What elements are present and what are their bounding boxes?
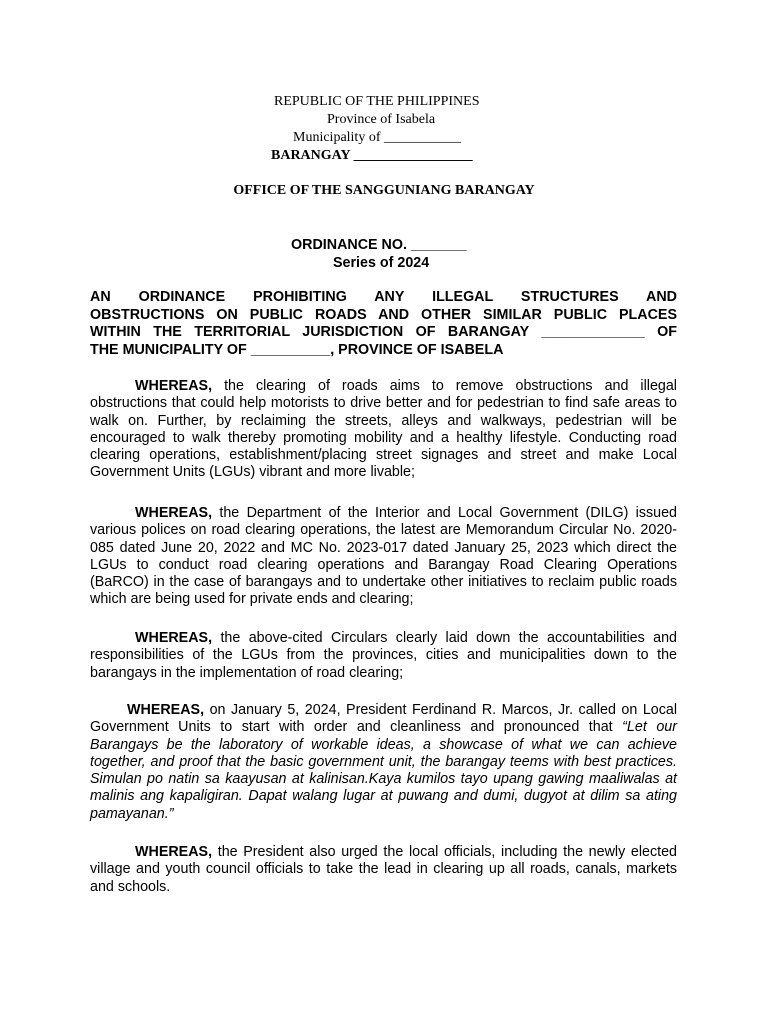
clause-text: the Department of the Interior and Local Government (DILG) issued various polices on road clearing operations, the latest are Memorandum Circular No. 2020-085 dated June 20, 2022 and MC No. 2023-017 dated January 25, 2023 which direct the LGUs to conduct road clearing operations and Barangay Road Clearing Operations (BaRCO) in the case of barangays and to undertake other initiatives to reclaim public roads which are being used for private ends and clearing; (90, 505, 677, 608)
barangay-line: BARANGAY _________________ (271, 148, 473, 163)
ordinance-series: Series of 2024 (333, 255, 430, 271)
clause-text: the clearing of roads aims to remove obstructions and illegal obstructions that could help motorists to drive better and for pedestrian to find safe areas to walk on. Further, by reclaiming the streets, alleys and walkways, pedestrian will be encouraged to walk thereby promoting mobility and a healthy lifestyle. Conducting road clearing operations, establishment/placing street signages and street and make Local Government Units (LGUs) vibrant and more livable; (90, 378, 677, 481)
whereas-clause-1 (90, 378, 677, 482)
title-line: THE MUNICIPALITY OF __________, PROVINCE OF ISABELA (90, 341, 504, 358)
whereas-label: WHEREAS, (127, 702, 205, 718)
ordinance-number: ORDINANCE NO. _______ (291, 237, 467, 253)
whereas-label: WHEREAS, (135, 844, 213, 860)
whereas-label: WHEREAS, (135, 630, 213, 646)
office-heading: OFFICE OF THE SANGGUNIANG BARANGAY (233, 183, 535, 198)
municipality-line: Municipality of ___________ (293, 130, 461, 145)
whereas-label: WHEREAS, (135, 505, 213, 521)
whereas-clause-2 (90, 505, 677, 609)
ordinance-title (90, 289, 677, 359)
province-line: Province of Isabela (327, 112, 436, 127)
president-quote: “Let our Barangays be the laboratory of workable ideas, a showcase of what we can achieve together, and proof that the basic government unit, the barangay teems with best practices. Simulan po natin sa kaayusan at kalinisan.Kaya kumilos tayo upang gawing maaliwalas at malinis ang kapaligiran. Dapat walang lugar at puwang and dumi, dugyot at dilim sa ating pamayanan.” (90, 719, 677, 822)
title-line: WITHIN THE TERRITORIAL JURISDICTION OF BARANGAY _____________ OF (90, 324, 677, 341)
whereas-clause-3 (90, 630, 677, 682)
clause-text: the above-cited Circulars clearly laid down the accountabilities and responsibilities of the LGUs from the provinces, cities and municipalities down to the barangays in the implementation of road clearing; (90, 630, 677, 681)
whereas-label: WHEREAS, (135, 378, 213, 394)
whereas-clause-4 (90, 702, 677, 823)
whereas-clause-5 (90, 844, 677, 896)
clause-text: on January 5, 2024, President Ferdinand R. Marcos, Jr. called on Local Government Units to start with order and cleanliness and pronounced that (90, 702, 677, 736)
clause-text: the President also urged the local officials, including the newly elected village and youth council officials to take the lead in clearing up all roads, canals, markets and schools. (90, 844, 677, 895)
title-line: OBSTRUCTIONS ON PUBLIC ROADS AND OTHER SIMILAR PUBLIC PLACES (90, 306, 677, 323)
republic-line: REPUBLIC OF THE PHILIPPINES (274, 94, 480, 109)
title-line: AN ORDINANCE PROHIBITING ANY ILLEGAL STRUCTURES AND (90, 289, 677, 305)
